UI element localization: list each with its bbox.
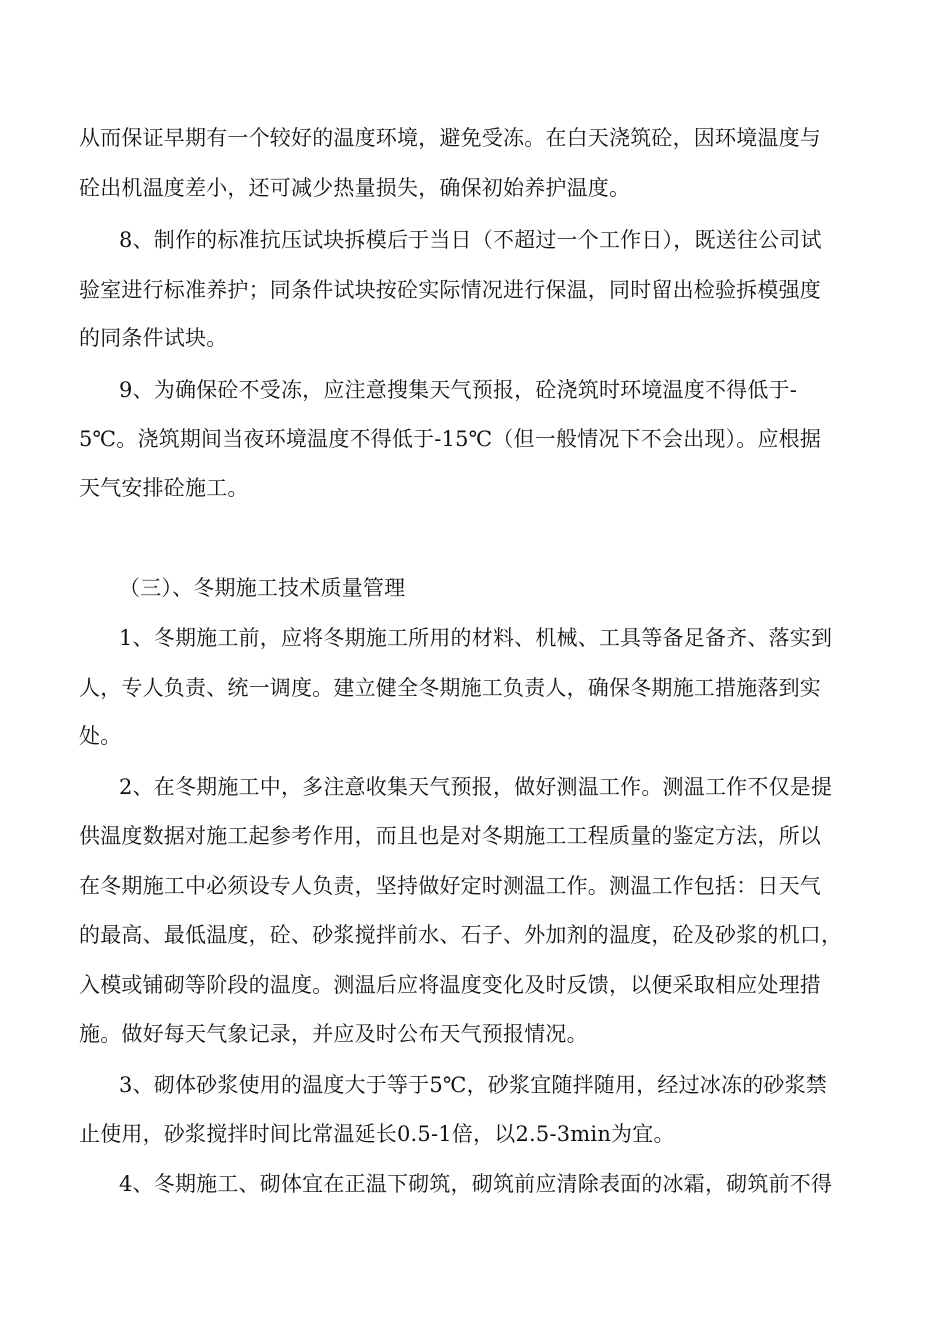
paragraph-2-line: 在冬期施工中必须设专人负责，坚持做好定时测温工作。测温工作包括：日天气 xyxy=(79,874,821,898)
paragraph-8-line: 验室进行标准养护；同条件试块按砼实际情况进行保温，同时留出检验拆模强度 xyxy=(79,278,821,302)
paragraph-9-line: 9、为确保砼不受冻，应注意搜集天气预报，砼浇筑时环境温度不得低于- xyxy=(119,378,798,402)
paragraph-2-line: 2、在冬期施工中，多注意收集天气预报，做好测温工作。测温工作不仅是提 xyxy=(119,775,833,799)
paragraph-8-line: 8、制作的标准抗压试块拆模后于当日（不超过一个工作日），既送往公司试 xyxy=(119,228,822,252)
paragraph-9-line: 天气安排砼施工。 xyxy=(79,476,249,500)
paragraph-2-line: 的最高、最低温度，砼、砂浆搅拌前水、石子、外加剂的温度，砼及砂浆的机口， xyxy=(79,923,843,947)
paragraph-3-line: 止使用，砂浆搅拌时间比常温延长0.5-1倍，以2.5-3min为宜。 xyxy=(79,1122,675,1146)
paragraph-9-line: 5℃。浇筑期间当夜环境温度不得低于-15℃（但一般情况下不会出现）。应根据 xyxy=(79,427,822,451)
paragraph-2-line: 施。做好每天气象记录，并应及时公布天气预报情况。 xyxy=(79,1022,588,1046)
paragraph-line: 砼出机温度差小，还可减少热量损失，确保初始养护温度。 xyxy=(79,176,631,200)
paragraph-2-line: 入模或铺砌等阶段的温度。测温后应将温度变化及时反馈，以便采取相应处理措 xyxy=(79,973,821,997)
paragraph-3-line: 3、砌体砂浆使用的温度大于等于5℃，砂浆宜随拌随用，经过冰冻的砂浆禁 xyxy=(119,1073,828,1097)
paragraph-2-line: 供温度数据对施工起参考作用，而且也是对冬期施工工程质量的鉴定方法，所以 xyxy=(79,824,821,848)
paragraph-4-line: 4、冬期施工、砌体宜在正温下砌筑，砌筑前应清除表面的冰霜，砌筑前不得 xyxy=(119,1172,833,1196)
section-heading: （三）、冬期施工技术质量管理 xyxy=(119,576,406,600)
paragraph-line: 从而保证早期有一个较好的温度环境，避免受冻。在白天浇筑砼，因环境温度与 xyxy=(79,126,821,150)
paragraph-1-line: 处。 xyxy=(79,724,122,748)
paragraph-8-line: 的同条件试块。 xyxy=(79,326,228,350)
paragraph-1-line: 1、冬期施工前，应将冬期施工所用的材料、机械、工具等备足备齐、落实到 xyxy=(119,626,833,650)
paragraph-1-line: 人，专人负责、统一调度。建立健全冬期施工负责人，确保冬期施工措施落到实 xyxy=(79,676,821,700)
